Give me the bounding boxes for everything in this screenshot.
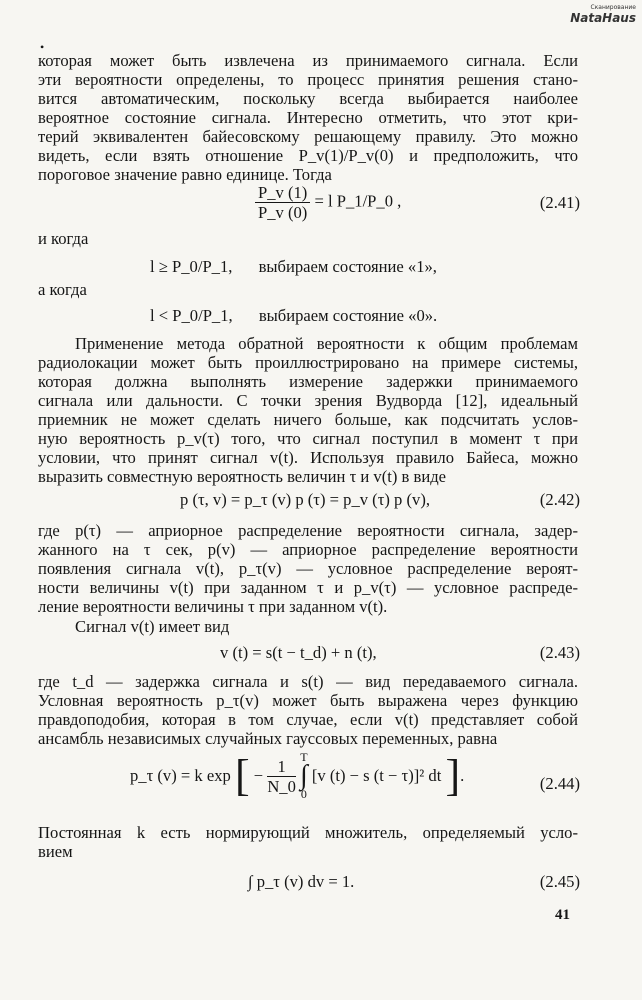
equation-2-41: $\frac{P\_v (1)}{P\_v (0)}$ = l P_1/P_0 , bbox=[255, 183, 401, 222]
equation-number-2-45: (2.45) bbox=[539, 872, 580, 891]
text-and-when: и когда bbox=[38, 229, 89, 248]
equation-2-42: p (τ, v) = p_τ (v) p (τ) = p_v (τ) p (v), bbox=[180, 490, 430, 509]
equation-2-44: p_τ (v) = k exp [ − $\frac{1}{N\_0}$ T ∫ 0 [v (t) − s (t − τ)]² dt ]. bbox=[130, 750, 465, 801]
equation-number-2-43: (2.43) bbox=[539, 643, 580, 662]
mark-dot: • bbox=[40, 40, 45, 54]
book-page: Сканирование NataHaus • которая может быть извлечена из принимаемого сигнала. Если эти вероятности определены, то процесс принятия решения стано- вится автоматическим, поскольку всегда выбирается наиболее вероятное состояние сигнала. Интересно отметить, что этот кри- терий эквивалентен байесовскому решающему правилу. Это можно видеть, если взять отношение P_v(1)/P_v(0) и предположить, что пороговое значение равно единице. Тогда $\frac{P\_v (1)}{P\_v (0)}$ = l P_1/P_0 , (2.41) и когда l ≥ P_0/P_1, выбираем состояние «1», а когда l < P_0/P_1, выбираем состояние «0». Применение метода обратной вероятности к общим проблемам радиолокации может быть проиллюстрировано на примере системы, которая должна выполнять измерение задержки принимаемого сигнала или дальности. С точки зрения Вудворда [12], идеальный приемник не может сделать ничего больше, как подсчитать услов- ную вероятность p_v(τ) того, что сигнал поступил в момент τ при условии, что принят сигнал v(t). Используя правило Байеса, можно выразить совместную вероятность величин τ и v(t) в виде p (τ, v) = p_τ (v) p (τ) = p_v (τ) p (v), (2.42) где p(τ) — априорное распределение вероятности сигнала, задер- жанного на τ сек, p(v) — априорное распределение вероятности появления сигнала v(t), p_τ(v) — условное распределение вероят- ности величины v(t) при заданном τ и p_v(τ) — условное распреде- ление вероятности величины τ при заданном v(t). Сигнал v(t) имеет вид v (t) = s(t − t_d) + n (t), (2.43) где t_d — задержка сигнала и s(t) — вид передаваемого сигнала. Условная вероятность p_τ(v) может быть выражена через функцию правдоподобия, которая в том случае, если v(t) представляет собой ансамбль независимых случайных гауссовых переменных, равна p_τ (v) = k exp [ − $\frac{1}{N\_0}$ T ∫ 0 [v (t) − s (t − τ)]² dt ]. (2.44) Постоянная k есть нормирующий множитель, определяемый усло- вием ∫ p_τ (v) dv = 1. (2.45) 41 bbox=[38, 4, 636, 923]
watermark-logo: Сканирование NataHaus bbox=[570, 4, 636, 25]
paragraph-4: Сигнал v(t) имеет вид bbox=[75, 617, 230, 636]
equation-2-43: v (t) = s(t − t_d) + n (t), bbox=[220, 643, 377, 662]
text-but-when: а когда bbox=[38, 280, 87, 299]
page-number: 41 bbox=[555, 907, 570, 923]
equation-number-2-44: (2.44) bbox=[539, 774, 580, 793]
condition-1: l ≥ P_0/P_1, выбираем состояние «1», bbox=[150, 257, 437, 276]
condition-0: l < P_0/P_1, выбираем состояние «0». bbox=[150, 306, 438, 325]
equation-number-2-41: (2.41) bbox=[539, 193, 580, 212]
equation-number-2-42: (2.42) bbox=[539, 490, 580, 509]
equation-2-45: ∫ p_τ (v) dv = 1. bbox=[248, 872, 355, 891]
